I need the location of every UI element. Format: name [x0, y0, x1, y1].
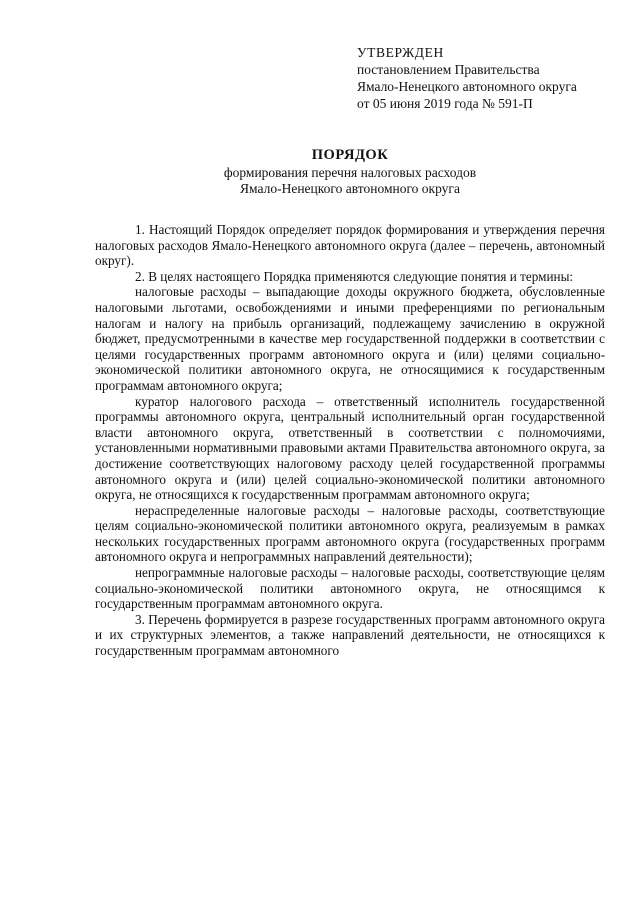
approval-line-2: Ямало-Ненецкого автономного округа — [357, 79, 577, 94]
title-subtitle-2: Ямало-Ненецкого автономного округа — [240, 181, 460, 196]
paragraph-1: 1. Настоящий Порядок определяет порядок формирования и утверждения перечня налоговых расходов Ямало-Ненецкого автономного округа (далее – перечень, автономный округ). — [95, 222, 605, 269]
paragraph-3: 3. Перечень формируется в разрезе государственных программ автономного округа и их структурных элементов, а также направлений деятельности, не относящихся к государственным программам автономного — [95, 611, 605, 659]
paragraph-unallocated-definition: нераспределенные налоговые расходы – налоговые расходы, соответствующие целям социально-экономической политики автономного округа, реализуемым в рамках нескольких государственных программ автономного округа (государственных программ автономного округа и непрограммных направлений деятельности); — [95, 502, 605, 565]
title-subtitle-1: формирования перечня налоговых расходов — [223, 165, 477, 180]
paragraph-nonprogram-definition: непрограммные налоговые расходы – налоговые расходы, соответствующие целям социально-экономической политики автономного округа, не относящимся к государственным программам автономного округа. — [95, 565, 605, 612]
paragraph-tax-expenses-definition: налоговые расходы – выпадающие доходы окружного бюджета, обусловленные налоговыми льготами, освобождениями и иными преференциями по региональным налогам и налогу на прибыль организаций, подлежащему зачислению в окружной бюджет, предусмотренными в качестве мер государственной поддержки в соответствии с целями государственных программ автономного округа и (или) целями социально-экономической политики автономного округа, не относящимися к государственным программам автономного округа; — [95, 284, 605, 393]
document-title — [95, 146, 605, 197]
title-main: ПОРЯДОК — [311, 147, 389, 163]
approval-line-3: от 05 июня 2019 года № 591-П — [357, 96, 533, 111]
approval-line-1: постановлением Правительства — [357, 62, 540, 77]
approval-heading: УТВЕРЖДЕН — [357, 45, 444, 60]
paragraph-curator-definition: куратор налогового расхода – ответственный исполнитель государственной программы автономного округа, центральный исполнительный орган государственной власти автономного округа, ответственный в соответствии с полномочиями, установленными нормативными правовыми актами Правительства автономного округа, за достижение соответствующих налоговому расходу целей государственной программы автономного округа и (или) целей социально-экономической политики автономного округа, не относящихся к государственным программам автономного округа; — [95, 393, 605, 503]
paragraph-2: 2. В целях настоящего Порядка применяются следующие понятия и термины: — [135, 268, 574, 284]
document-body — [95, 222, 605, 659]
approval-stamp — [357, 44, 617, 112]
